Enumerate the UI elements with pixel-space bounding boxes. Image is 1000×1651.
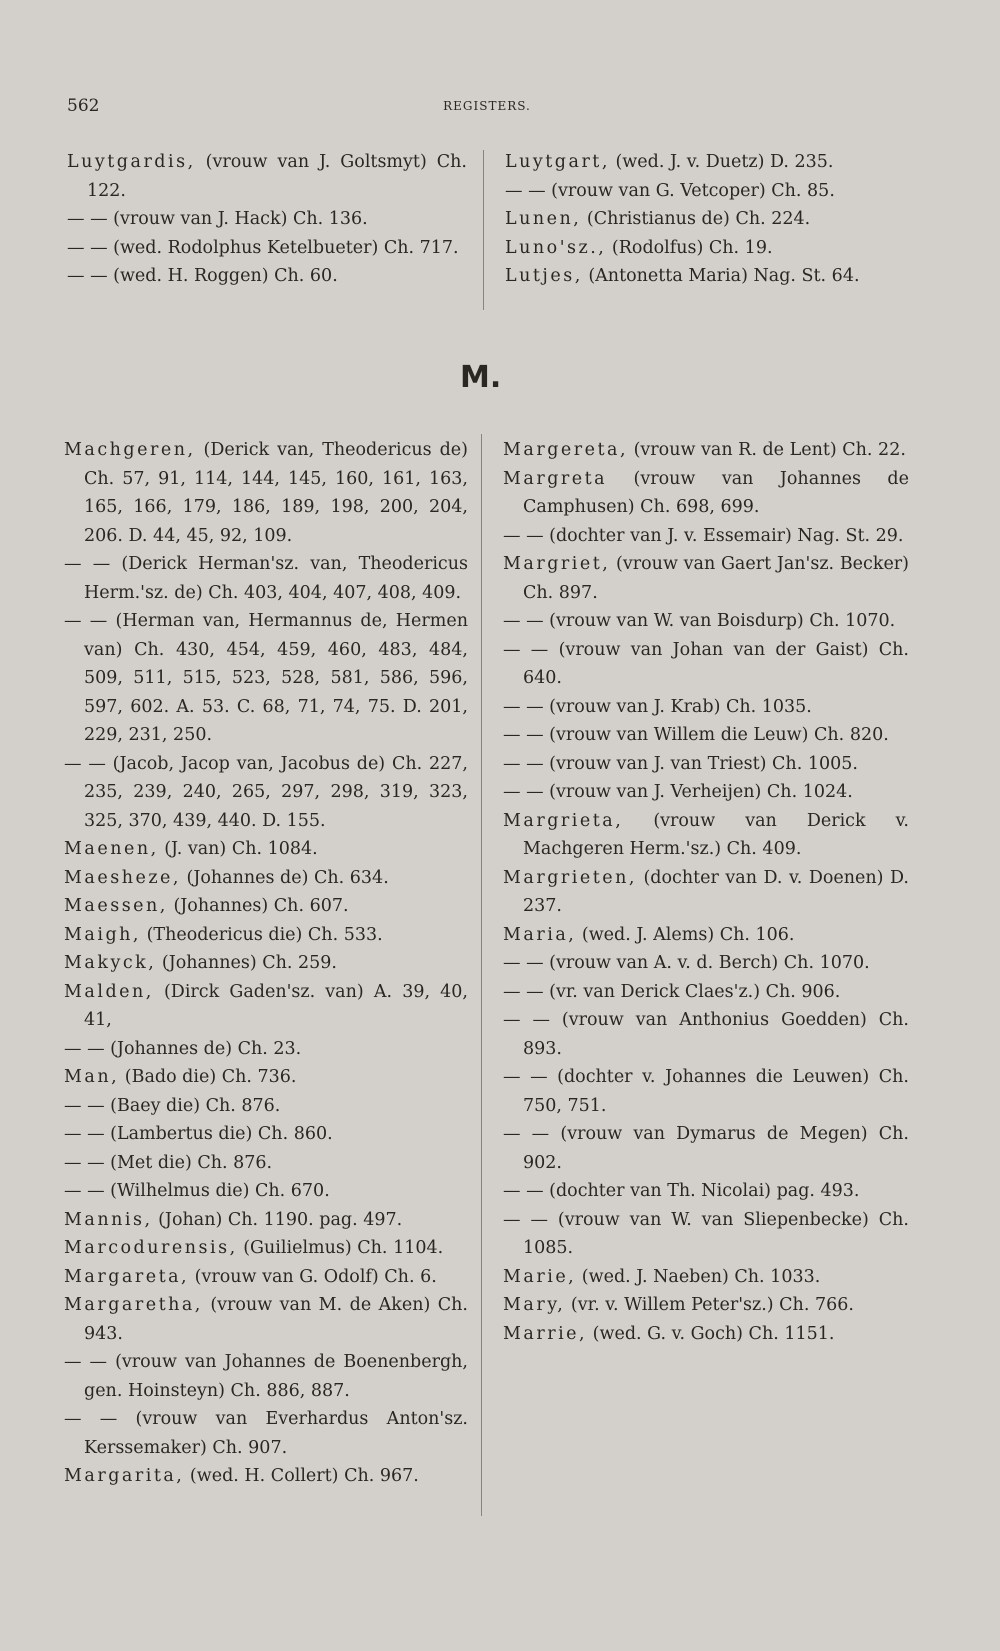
entry-text: (dochter van D. v. Doenen) D. 237. <box>523 867 909 916</box>
entry-text: (wed. H. Collert) Ch. 967. <box>184 1466 419 1486</box>
index-entry <box>67 148 467 205</box>
entry-text: — — (dochter van Th. Nicolai) pag. 493. <box>503 1181 860 1201</box>
index-entry <box>503 1177 909 1206</box>
entry-text: (Johannes de) Ch. 634. <box>180 867 389 888</box>
index-entry <box>64 607 468 750</box>
index-entry <box>64 892 468 921</box>
entry-text: — — (wed. Rodolphus Ketelbueter) Ch. 717. <box>67 237 459 258</box>
index-entry <box>64 1149 468 1178</box>
index-entry <box>64 750 468 836</box>
entry-text: — — (vrouw van A. v. d. Berch) Ch. 1070. <box>503 953 870 973</box>
entry-headword: Mary, <box>503 1295 566 1315</box>
index-entry <box>64 1035 468 1064</box>
entry-text: (vrouw van R. de Lent) Ch. 22. <box>628 440 906 460</box>
entry-text: (Bado die) Ch. 736. <box>119 1067 297 1087</box>
entry-text: (Johan) Ch. 1190. pag. 497. <box>152 1209 403 1230</box>
entry-headword: Mannis, <box>64 1209 153 1230</box>
entry-text: (vr. v. Willem Peter'sz.) Ch. 766. <box>565 1295 854 1315</box>
entry-text: — — (Baey die) Ch. 876. <box>64 1095 281 1116</box>
entry-text: — — (Met die) Ch. 876. <box>64 1152 273 1173</box>
entry-headword: Marcodurensis, <box>64 1238 238 1258</box>
entry-headword: Malden, <box>64 981 154 1002</box>
entry-headword: Maria, <box>503 924 577 945</box>
entry-headword: Lutjes, <box>505 266 583 286</box>
page-header <box>67 96 907 124</box>
index-entry <box>503 522 909 551</box>
index-entry <box>64 835 468 864</box>
index-entry <box>503 978 909 1007</box>
entry-text: — — (vrouw van J. Verheijen) Ch. 1024. <box>503 782 853 802</box>
entry-text: (wed. J. Naeben) Ch. 1033. <box>576 1266 821 1287</box>
index-entry <box>505 234 910 263</box>
index-entry <box>503 750 909 779</box>
index-entry <box>67 262 467 291</box>
index-entry <box>503 693 909 722</box>
index-entry <box>505 205 910 234</box>
index-entry <box>64 1348 468 1405</box>
entry-headword: Margereta, <box>503 440 629 460</box>
entry-text: — — (vrouw van J. Krab) Ch. 1035. <box>503 696 812 717</box>
entry-text: — — (vrouw van Everhardus Anton'sz. Kerssemaker) Ch. 907. <box>64 1409 468 1458</box>
entry-text: — — (dochter van J. v. Essemair) Nag. St. 29. <box>503 525 904 546</box>
index-entry <box>503 721 909 750</box>
index-entry <box>503 550 909 607</box>
index-entry <box>503 607 909 636</box>
entry-headword: Lunen, <box>505 209 582 229</box>
entry-text: (wed. G. v. Goch) Ch. 1151. <box>587 1323 835 1344</box>
entry-text: — — (vrouw van J. van Triest) Ch. 1005. <box>503 753 858 774</box>
index-entry <box>503 1291 909 1320</box>
entry-text: (vrouw van Gaert Jan'sz. Becker) Ch. 897. <box>523 554 909 603</box>
entry-text: — — (Derick Herman'sz. van, Theodericus Herm.'sz. de) Ch. 403, 404, 407, 408, 409. <box>64 554 468 603</box>
entry-text: — — (vrouw van Dymarus de Megen) Ch. 902. <box>503 1124 909 1173</box>
column-rule <box>481 434 482 1516</box>
index-entry <box>503 778 909 807</box>
entry-headword: Margaretha, <box>64 1295 203 1315</box>
top-left-column <box>67 148 467 291</box>
index-entry <box>503 1120 909 1177</box>
entry-text: (Johannes) Ch. 607. <box>167 896 349 916</box>
index-entry <box>503 1263 909 1292</box>
index-entry <box>67 205 467 234</box>
index-entry <box>64 1405 468 1462</box>
index-entry <box>505 177 910 206</box>
index-entry <box>64 1120 468 1149</box>
entry-headword: Luno'sz., <box>505 237 607 258</box>
entry-text: — — (vrouw van J. Hack) Ch. 136. <box>67 209 368 229</box>
index-entry <box>64 1234 468 1263</box>
entry-headword: Machgeren, <box>64 440 196 460</box>
entry-text: — — (vrouw van Johannes de Boenenbergh, gen. Hoinsteyn) Ch. 886, 887. <box>64 1352 468 1401</box>
entry-text: (Johannes) Ch. 259. <box>156 953 337 973</box>
entry-headword: Maigh, <box>64 924 141 945</box>
index-entry <box>505 262 910 291</box>
entry-headword: Maesheze, <box>64 867 181 888</box>
entry-headword: Luytgardis, <box>67 152 196 172</box>
entry-headword: Margareta, <box>64 1266 190 1287</box>
entry-headword: Margrieten, <box>503 867 637 888</box>
section-letter: M. <box>460 360 502 395</box>
entry-text: (Theodericus die) Ch. 533. <box>141 924 383 945</box>
entry-text: (vrouw van G. Odolf) Ch. 6. <box>189 1266 437 1287</box>
entry-text: (wed. J. v. Duetz) D. 235. <box>609 152 834 172</box>
index-entry <box>505 148 910 177</box>
entry-text: — — (wed. H. Roggen) Ch. 60. <box>67 266 338 286</box>
index-entry <box>64 1462 468 1491</box>
index-entry <box>64 1263 468 1292</box>
index-entry <box>64 436 468 550</box>
entry-headword: Marie, <box>503 1266 577 1287</box>
entry-headword: Margarita, <box>64 1466 185 1486</box>
entry-text: — — (vrouw van Willem die Leuw) Ch. 820. <box>503 725 889 745</box>
main-right-column <box>503 436 909 1348</box>
index-entry <box>503 864 909 921</box>
entry-text: — — (vrouw van W. van Boisdurp) Ch. 1070. <box>503 611 896 631</box>
index-entry <box>503 921 909 950</box>
entry-headword: Margriet, <box>503 554 611 574</box>
index-entry <box>64 949 468 978</box>
entry-headword: Margrieta, <box>503 810 624 831</box>
entry-text: — — (vrouw van Johan van der Gaist) Ch. 640. <box>503 639 909 688</box>
index-entry <box>503 949 909 978</box>
index-entry <box>64 1092 468 1121</box>
index-entry <box>503 1320 909 1349</box>
index-entry <box>64 1206 468 1235</box>
index-entry <box>503 436 909 465</box>
entry-text: (Derick van, Theodericus de) Ch. 57, 91, 114, 144, 145, 160, 161, 163, 165, 166, 179, 186, 189, 198, 200, 204, 206. D. 44, 45, 92, 109. <box>84 440 468 546</box>
index-entry <box>64 550 468 607</box>
column-rule <box>483 150 484 310</box>
entry-text: (wed. J. Alems) Ch. 106. <box>576 924 795 945</box>
index-entry <box>503 1063 909 1120</box>
entry-headword: Margreta <box>503 468 608 489</box>
entry-text: (Guilielmus) Ch. 1104. <box>237 1238 444 1258</box>
index-entry <box>64 921 468 950</box>
index-entry <box>503 1206 909 1263</box>
entry-text: — — (Lambertus die) Ch. 860. <box>64 1124 333 1144</box>
entry-headword: Maessen, <box>64 896 168 916</box>
entry-headword: Marrie, <box>503 1323 588 1344</box>
entry-text: — — (Jacob, Jacop van, Jacobus de) Ch. 227, 235, 239, 240, 265, 297, 298, 319, 323, 325, 370, 439, 440. D. 155. <box>64 753 468 831</box>
index-entry <box>503 636 909 693</box>
entry-headword: Man, <box>64 1067 120 1087</box>
entry-headword: Maenen, <box>64 839 159 859</box>
entry-text: (Antonetta Maria) Nag. St. 64. <box>582 266 860 286</box>
entry-text: (vrouw van Derick v. Machgeren Herm.'sz.) Ch. 409. <box>523 810 909 859</box>
entry-text: — — (Herman van, Hermannus de, Hermen van) Ch. 430, 454, 459, 460, 483, 484, 509, 511, 515, 523, 528, 581, 586, 596, 597, 602. A. 53. C. 68, 71, 74, 75. D. 201, 229, 231, 250. <box>64 611 468 745</box>
entry-text: — — (dochter v. Johannes die Leuwen) Ch. 750, 751. <box>503 1067 909 1116</box>
entry-text: — — (vrouw van G. Vetcoper) Ch. 85. <box>505 180 835 201</box>
index-entry <box>67 234 467 263</box>
entry-text: — — (vrouw van W. van Sliepenbecke) Ch. 1085. <box>503 1209 909 1258</box>
index-entry <box>503 465 909 522</box>
entry-text: (Rodolfus) Ch. 19. <box>606 237 773 258</box>
index-entry <box>64 1063 468 1092</box>
entry-headword: Luytgart, <box>505 152 610 172</box>
entry-text: (Christianus de) Ch. 224. <box>581 209 811 229</box>
entry-text: — — (Wilhelmus die) Ch. 670. <box>64 1181 330 1201</box>
index-entry <box>503 807 909 864</box>
top-right-column <box>505 148 910 291</box>
main-left-column <box>64 436 468 1491</box>
entry-text: — — (vr. van Derick Claes'z.) Ch. 906. <box>503 981 841 1002</box>
index-entry <box>64 978 468 1035</box>
index-entry <box>64 864 468 893</box>
index-entry <box>64 1291 468 1348</box>
index-entry <box>503 1006 909 1063</box>
entry-text: (vrouw van J. Goltsmyt) Ch. 122. <box>87 152 467 201</box>
entry-text: (vrouw van Johannes de Camphusen) Ch. 698, 699. <box>523 468 909 517</box>
entry-text: (J. van) Ch. 1084. <box>158 839 318 859</box>
index-entry <box>64 1177 468 1206</box>
entry-text: (Dirck Gaden'sz. van) A. 39, 40, 41, <box>84 981 468 1030</box>
page-number: 562 <box>67 96 100 116</box>
entry-text: — — (Johannes de) Ch. 23. <box>64 1038 302 1059</box>
entry-text: (vrouw van M. de Aken) Ch. 943. <box>84 1295 468 1344</box>
entry-headword: Makyck, <box>64 953 157 973</box>
running-head: REGISTERS. <box>443 99 531 113</box>
entry-text: — — (vrouw van Anthonius Goedden) Ch. 893. <box>503 1010 909 1059</box>
